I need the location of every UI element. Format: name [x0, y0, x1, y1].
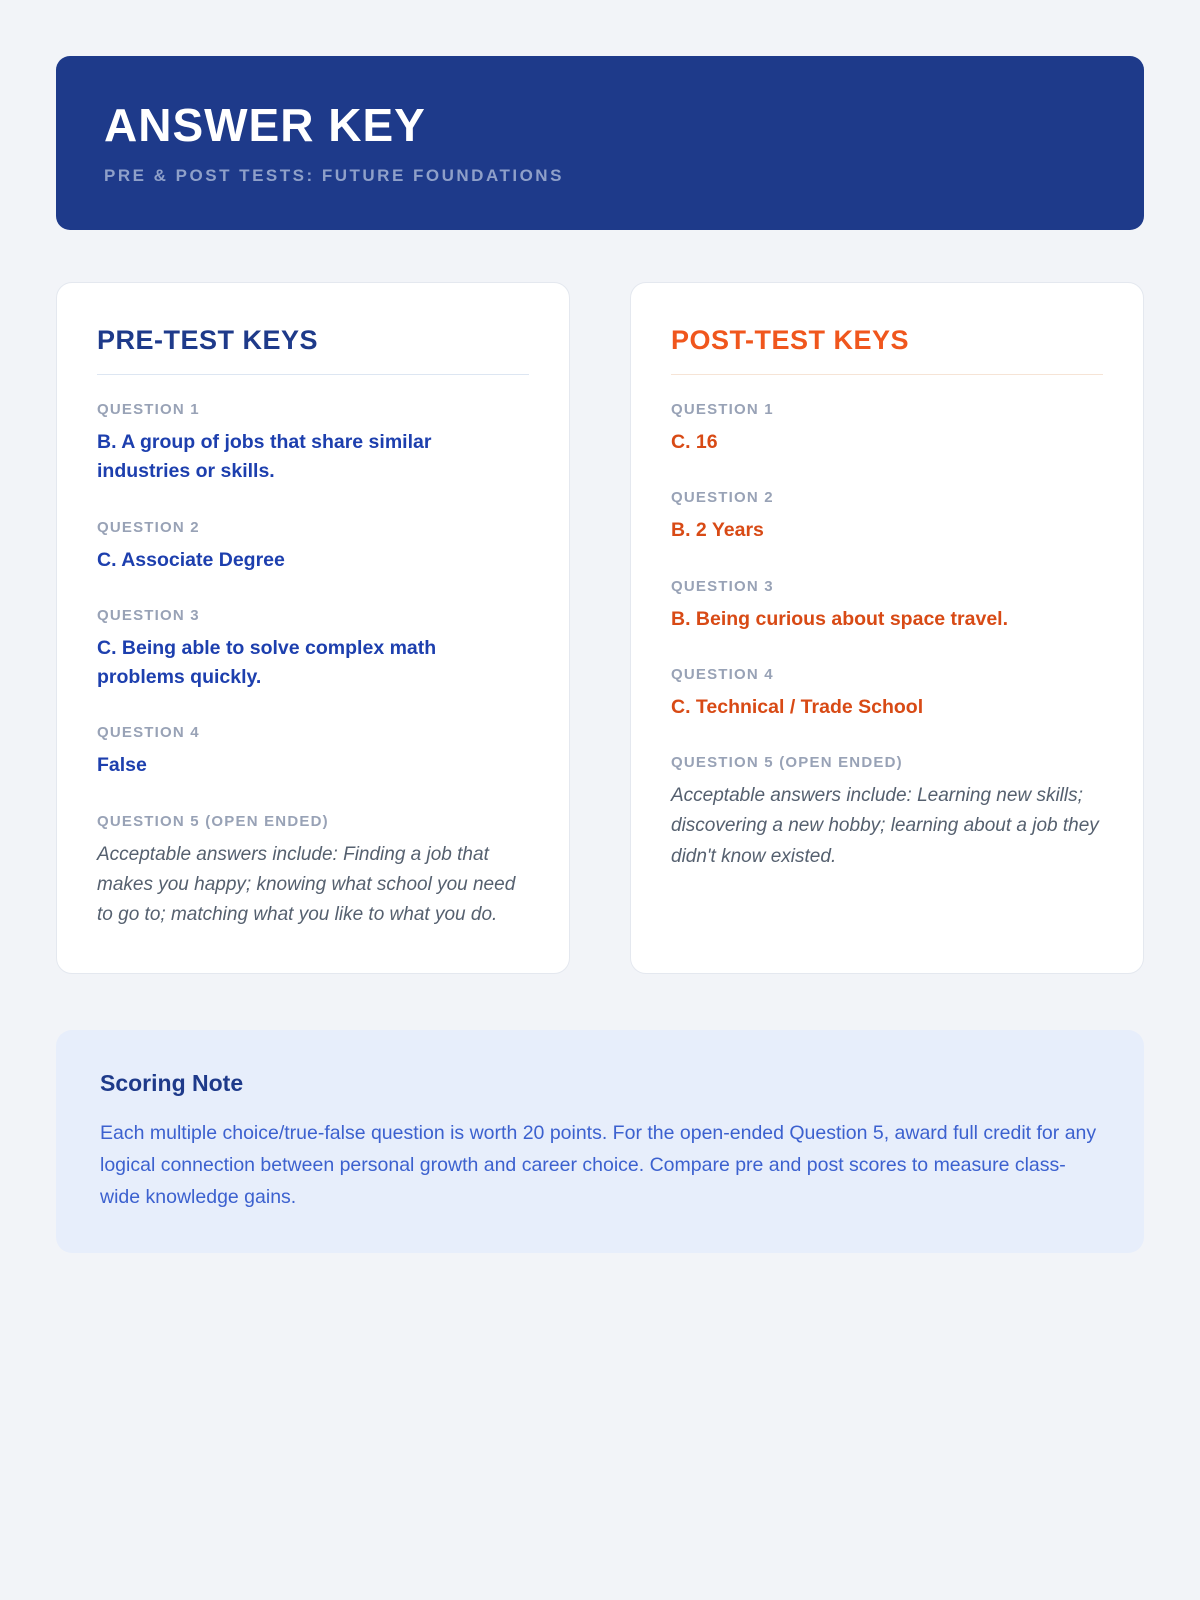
question-answer: B. Being curious about space travel. [671, 607, 1009, 630]
question-item [97, 401, 529, 487]
question-answer: C. Technical / Trade School [671, 695, 924, 718]
question-answer: C. Being able to solve complex math problems quickly. [97, 636, 437, 688]
question-answer: C. 16 [671, 431, 718, 453]
question-item [671, 489, 1103, 545]
question-label: QUESTION 3 [97, 606, 200, 624]
question-answer-open-ended: Acceptable answers include: Finding a job that makes you happy; knowing what school you need to go to; matching what you like to what you do. [97, 843, 516, 926]
question-item [671, 666, 1103, 722]
question-label: QUESTION 4 [671, 665, 774, 683]
page-title: ANSWER KEY [104, 99, 426, 151]
question-answer: C. Associate Degree [97, 548, 285, 571]
question-item [671, 401, 1103, 457]
scoring-note [56, 1030, 1144, 1254]
question-label: QUESTION 1 [671, 401, 774, 418]
question-label: QUESTION 2 [97, 518, 200, 536]
question-label: QUESTION 5 (OPEN ENDED) [671, 754, 903, 771]
question-answer-open-ended: Acceptable answers include: Learning new skills; discovering a new hobby; learning about a job they didn't know existed. [671, 785, 1099, 867]
post-test-divider [671, 374, 1103, 375]
question-label: QUESTION 3 [671, 577, 774, 595]
page-subtitle: PRE & POST TESTS: FUTURE FOUNDATIONS [104, 166, 564, 185]
question-item [97, 813, 529, 931]
pre-test-divider [97, 374, 529, 375]
question-label: QUESTION 2 [671, 489, 774, 507]
answer-key-columns [56, 282, 1144, 974]
header-banner [56, 56, 1144, 230]
question-item [671, 754, 1103, 872]
pre-test-question-list [97, 401, 529, 931]
question-item [671, 578, 1103, 634]
question-answer: False [97, 754, 147, 777]
question-label: QUESTION 4 [97, 724, 200, 742]
pre-test-title: PRE-TEST KEYS [97, 325, 319, 355]
question-item [97, 519, 529, 575]
scoring-note-body: Each multiple choice/true-false question is worth 20 points. For the open-ended Question 5, award full credit for any logical connection between personal growth and career choice. Compare pre and post scores to measure class-wide knowledge gains. [100, 1121, 1097, 1209]
question-item [97, 607, 529, 693]
post-test-question-list [671, 401, 1103, 872]
question-item [97, 724, 529, 780]
scoring-note-title: Scoring Note [100, 1069, 244, 1096]
question-answer: B. A group of jobs that share similar industries or skills. [97, 431, 432, 483]
pre-test-card [56, 282, 570, 974]
question-answer: B. 2 Years [671, 519, 764, 542]
post-test-card [630, 282, 1144, 974]
question-label: QUESTION 1 [97, 401, 200, 418]
question-label: QUESTION 5 (OPEN ENDED) [97, 812, 329, 830]
post-test-title: POST-TEST KEYS [671, 325, 910, 355]
